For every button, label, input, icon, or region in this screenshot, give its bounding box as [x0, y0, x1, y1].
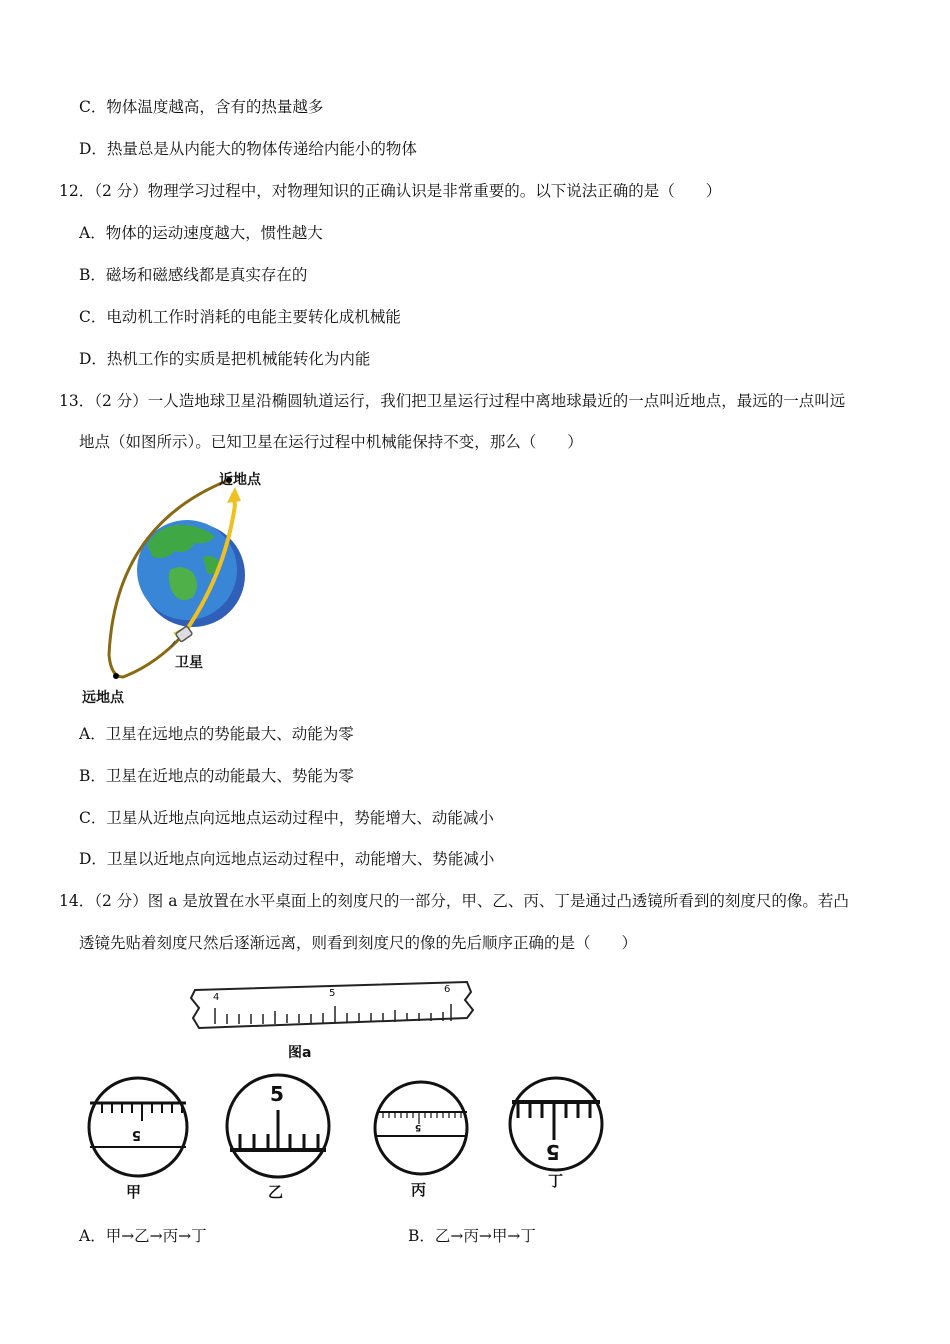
satellite-orbit-figure [75, 465, 275, 710]
q12-option-c: C．电动机工作时消耗的电能主要转化成机械能 [79, 308, 401, 326]
q13-option-a: A．卫星在远地点的势能最大、动能为零 [79, 725, 354, 743]
ruler-diagram [185, 978, 475, 1038]
lens-yi-number: 5 [270, 1082, 284, 1106]
lens-ding-number: 5 [546, 1140, 560, 1164]
lens-image-bing [369, 1078, 474, 1203]
lens-label-yi: 乙 [268, 1183, 284, 1201]
lens-image-ding [504, 1074, 609, 1199]
lens-bing-number: 5 [415, 1122, 422, 1132]
q14-option-a: A．甲→乙→丙→丁 [79, 1227, 207, 1245]
apogee-label: 远地点 [82, 690, 124, 706]
orbit-diagram [75, 465, 275, 710]
q14-stem-line1: 14．（2 分）图 a 是放置在水平桌面上的刻度尺的一部分，甲、乙、丙、丁是通过凸透镜所看到的刻度尺的像。若凸 [59, 892, 849, 910]
perigee-label: 近地点 [219, 472, 261, 488]
q14-option-b: B．乙→丙→甲→丁 [408, 1227, 536, 1245]
figure-a-caption: 图a [288, 1045, 312, 1061]
q13-stem-line1: 13．（2 分）一人造地球卫星沿椭圆轨道运行，我们把卫星运行过程中离地球最近的一点叫近地点，最远的一点叫远 [59, 392, 846, 410]
ruler-figure-a [185, 978, 475, 1063]
q13-option-d: D．卫星以近地点向远地点运动过程中，动能增大、势能减小 [79, 850, 495, 868]
q11-option-d: D．热量总是从内能大的物体传递给内能小的物体 [79, 140, 417, 158]
ruler-tick-5: 5 [329, 988, 336, 999]
satellite-label: 卫星 [175, 655, 203, 671]
q12-option-b: B．磁场和磁感线都是真实存在的 [79, 266, 308, 284]
orbit-arrow-up-icon [227, 487, 241, 503]
q14-stem-line2: 透镜先贴着刻度尺然后逐渐远离，则看到刻度尺的像的先后顺序正确的是（ ） [79, 934, 638, 952]
q12-stem: 12．（2 分）物理学习过程中，对物理知识的正确认识是非常重要的。以下说法正确的是（ ） [59, 182, 722, 200]
q13-option-b: B．卫星在近地点的动能最大、势能为零 [79, 767, 354, 785]
q13-stem-line2: 地点（如图所示）。已知卫星在运行过程中机械能保持不变，那么（ ） [79, 433, 583, 451]
ruler-tick-6: 6 [444, 984, 451, 995]
q11-option-c: C．物体温度越高，含有的热量越多 [79, 98, 324, 116]
lens-jia-number: 5 [132, 1127, 142, 1142]
lens-label-bing: 丙 [411, 1181, 427, 1199]
lens-image-yi [224, 1070, 334, 1205]
lens-label-ding: 丁 [548, 1172, 564, 1190]
q12-option-d: D．热机工作的实质是把机械能转化为内能 [79, 350, 371, 368]
ruler-tick-4: 4 [213, 992, 220, 1003]
apogee-dot [113, 673, 119, 679]
lens-image-jia [84, 1075, 194, 1205]
q12-option-a: A．物体的运动速度越大，惯性越大 [79, 224, 323, 242]
q13-option-c: C．卫星从近地点向远地点运动过程中，势能增大、动能减小 [79, 809, 494, 827]
lens-label-jia: 甲 [126, 1183, 142, 1201]
